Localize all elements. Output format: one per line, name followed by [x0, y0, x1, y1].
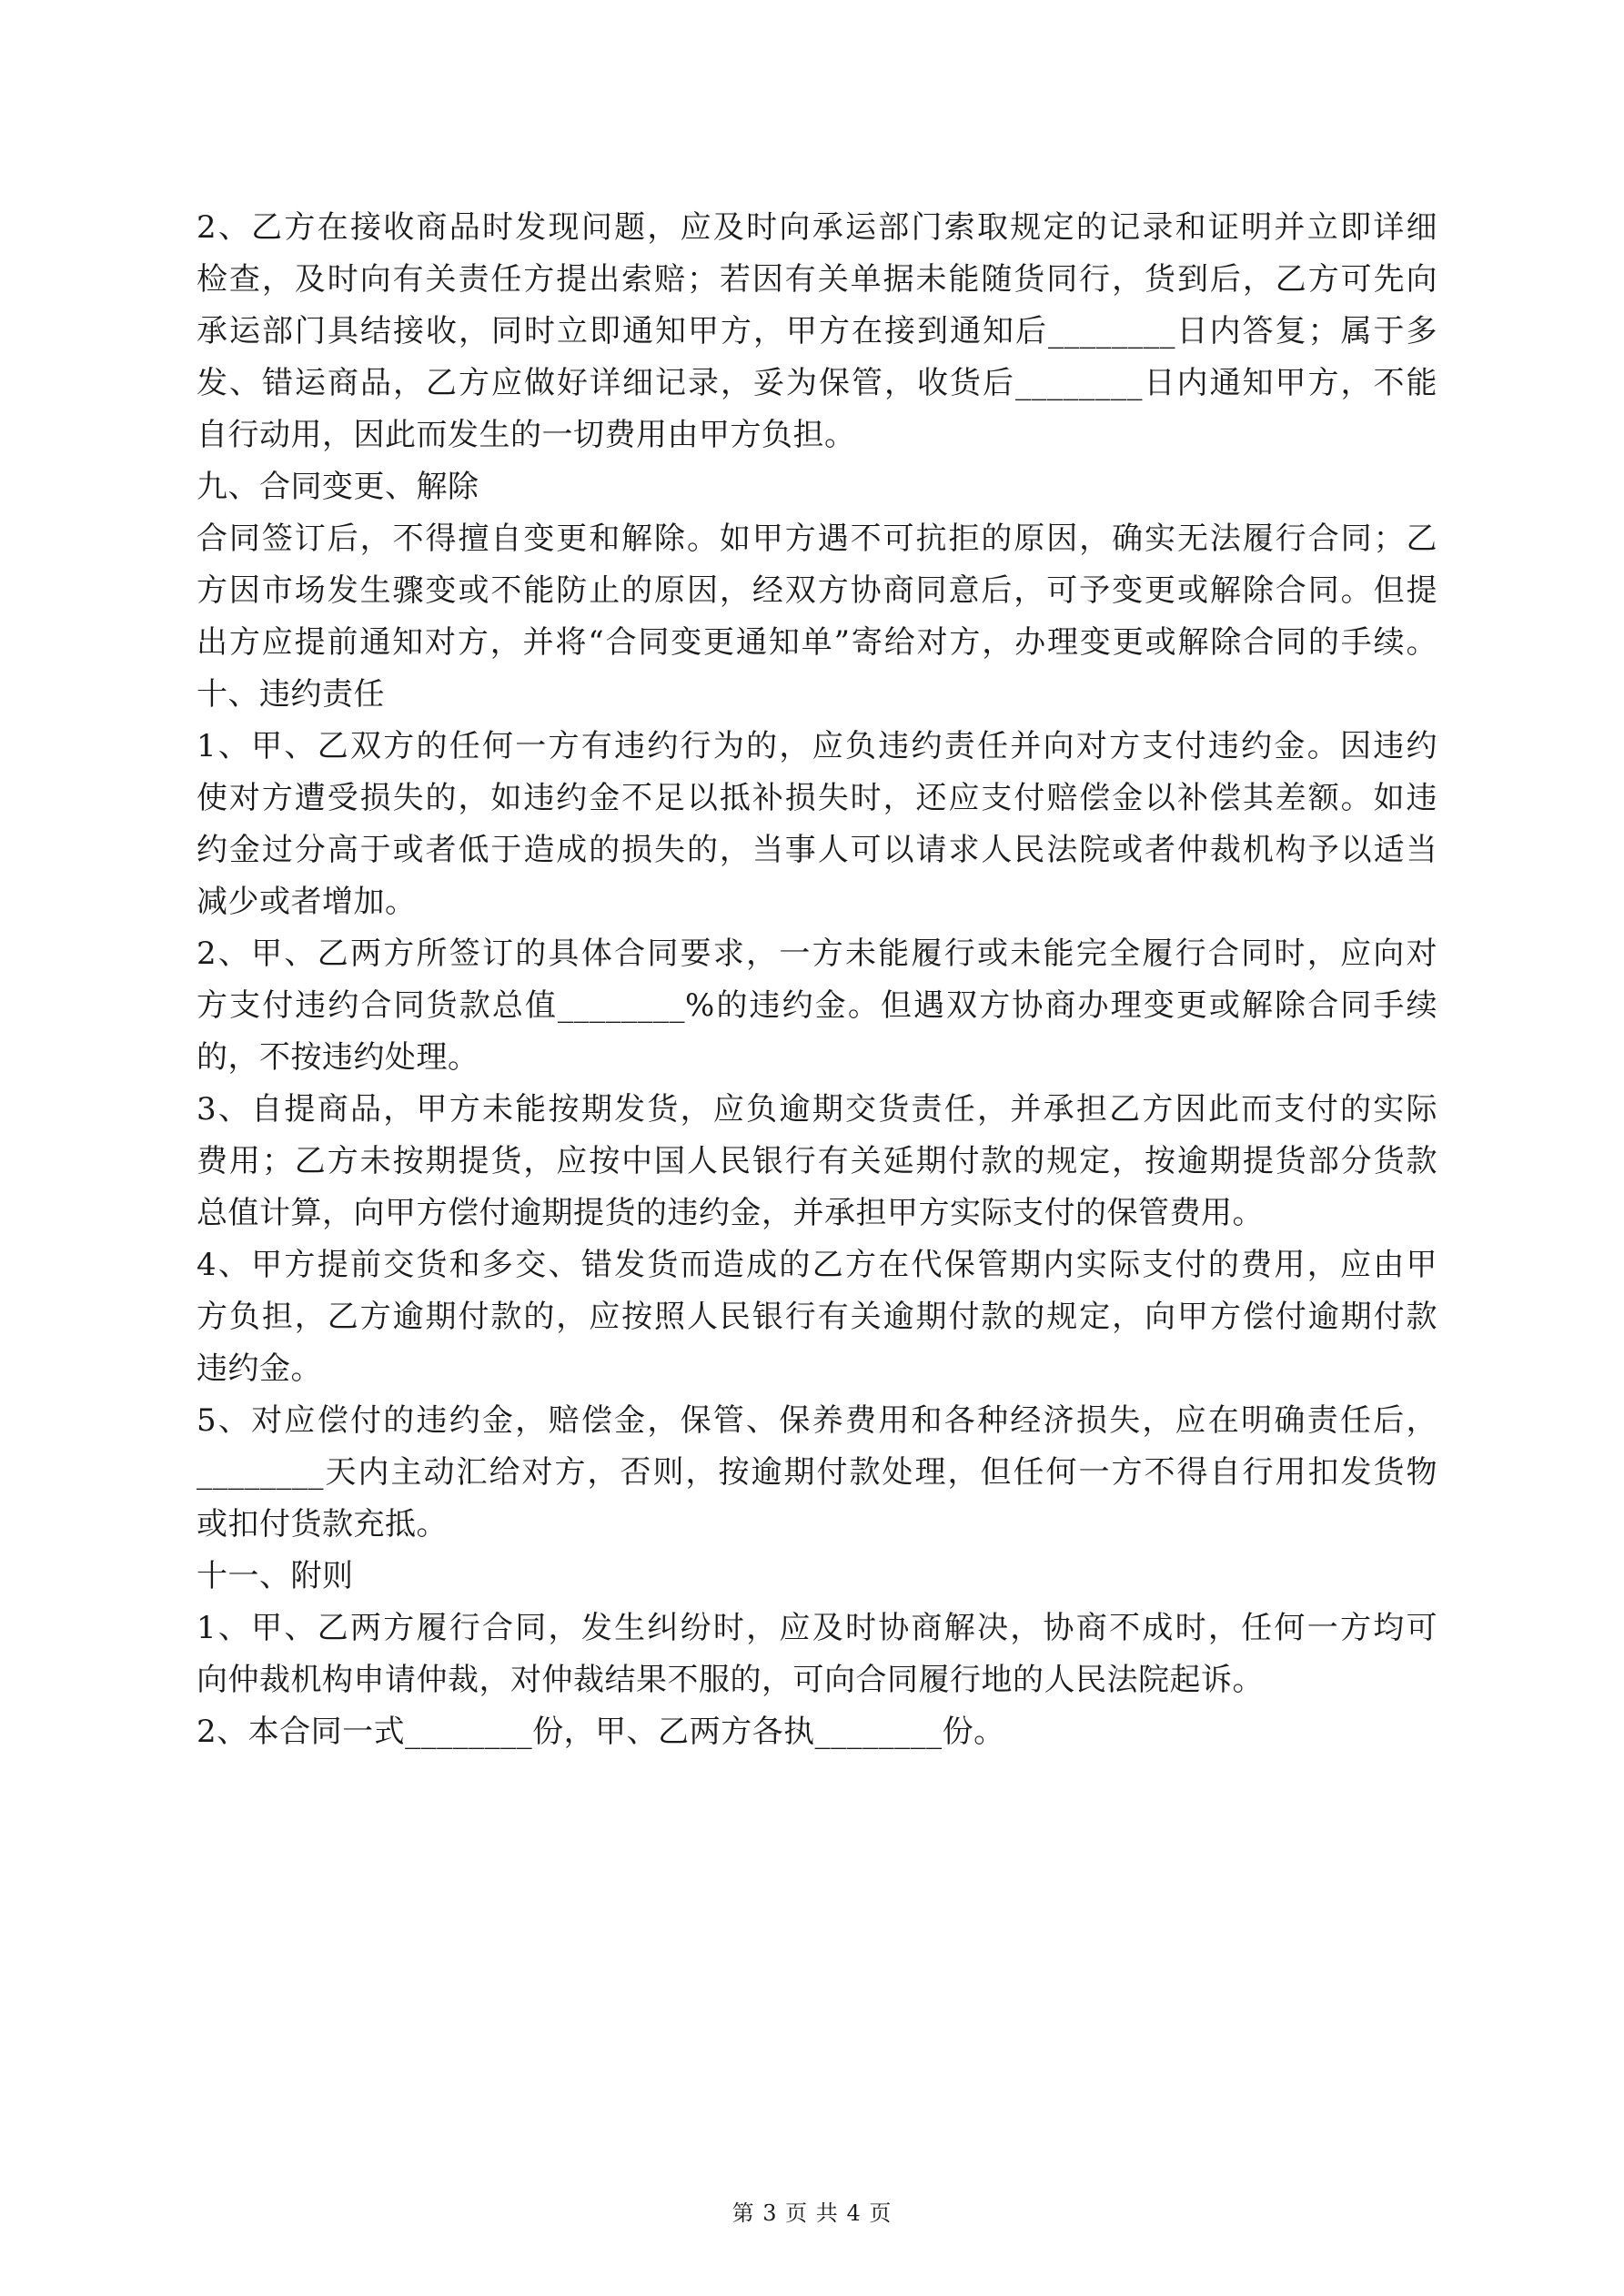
paragraph-dispute-resolution	[197, 1603, 1437, 1706]
text-line: 向仲裁机构申请仲裁，对仲裁结果不服的，可向合同履行地的人民法院起诉。	[197, 1662, 1264, 1698]
document-body	[197, 202, 1437, 1758]
text-line: 费用；乙方未按期提货，应按中国人民银行有关延期付款的规定，按逾期提货部分货款	[197, 1143, 1437, 1179]
page-number-footer: 第 3 页 共 4 页	[731, 2200, 893, 2226]
text-line: 使对方遭受损失的，如违约金不足以抵补损失时，还应支付赔偿金以补偿其差额。如违	[197, 780, 1437, 816]
text-line: 检查，及时向有关责任方提出索赔；若因有关单据未能随货同行，货到后，乙方可先向	[197, 261, 1437, 298]
text-line: 出方应提前通知对方，并将“合同变更通知单”寄给对方，办理变更或解除合同的手续。	[197, 624, 1437, 661]
text-line: 承运部门具结接收，同时立即通知甲方，甲方在接到通知后________日内答复；属于多	[197, 313, 1437, 349]
paragraph-liability-1	[197, 721, 1437, 928]
text-line: 方负担，乙方逾期付款的，应按照人民银行有关逾期付款的规定，向甲方偿付逾期付款	[197, 1299, 1437, 1335]
section-heading-supplementary: 十一、附则	[197, 1558, 354, 1594]
text-line: 1、甲、乙两方履行合同，发生纠纷时，应及时协商解决，协商不成时，任何一方均可	[197, 1610, 1437, 1646]
section-heading-contract-change: 九、合同变更、解除	[197, 469, 479, 505]
text-line: ________天内主动汇给对方，否则，按逾期付款处理，但任何一方不得自行用扣发货物	[197, 1454, 1437, 1491]
paragraph-receiving-inspection	[197, 202, 1437, 461]
paragraph-liability-3	[197, 1084, 1437, 1239]
text-line: 4、甲方提前交货和多交、错发货而造成的乙方在代保管期内实际支付的费用，应由甲	[197, 1247, 1437, 1283]
text-line: 5、对应偿付的违约金，赔偿金，保管、保养费用和各种经济损失，应在明确责任后，	[197, 1402, 1437, 1439]
text-line: 3、自提商品，甲方未能按期发货，应负逾期交货责任，并承担乙方因此而支付的实际	[197, 1091, 1437, 1128]
text-line: 违约金。	[197, 1350, 322, 1387]
text-line: 2、甲、乙两方所签订的具体合同要求，一方未能履行或未能完全履行合同时，应向对	[197, 936, 1437, 972]
text-line: 2、本合同一式________份，甲、乙两方各执________份。	[197, 1714, 1005, 1750]
text-line: 1、甲、乙双方的任何一方有违约行为的，应负违约责任并向对方支付违约金。因违约	[197, 728, 1437, 764]
text-line: 合同签订后，不得擅自变更和解除。如甲方遇不可抗拒的原因，确实无法履行合同；乙	[197, 521, 1437, 557]
text-line: 方支付违约合同货款总值________%的违约金。但遇双方协商办理变更或解除合同手续	[197, 987, 1437, 1024]
text-line: 减少或者增加。	[197, 884, 417, 920]
paragraph-liability-5	[197, 1395, 1437, 1551]
text-line: 或扣付货款充抵。	[197, 1506, 448, 1542]
text-line: 自行动用，因此而发生的一切费用由甲方负担。	[197, 417, 856, 453]
paragraph-liability-2	[197, 928, 1437, 1084]
section-heading-liability: 十、违约责任	[197, 676, 385, 713]
text-line: 2、乙方在接收商品时发现问题，应及时向承运部门索取规定的记录和证明并立即详细	[197, 209, 1437, 246]
text-line: 方因市场发生骤变或不能防止的原因，经双方协商同意后，可予变更或解除合同。但提	[197, 572, 1437, 609]
text-line: 的，不按违约处理。	[197, 1039, 479, 1076]
text-line: 约金过分高于或者低于造成的损失的，当事人可以请求人民法院或者仲裁机构予以适当	[197, 832, 1437, 868]
text-line: 总值计算，向甲方偿付逾期提货的违约金，并承担甲方实际支付的保管费用。	[197, 1195, 1264, 1231]
paragraph-copies	[197, 1706, 1437, 1758]
paragraph-liability-4	[197, 1239, 1437, 1395]
text-line: 发、错运商品，乙方应做好详细记录，妥为保管，收货后________日内通知甲方，不能	[197, 365, 1437, 401]
paragraph-contract-change	[197, 513, 1437, 669]
